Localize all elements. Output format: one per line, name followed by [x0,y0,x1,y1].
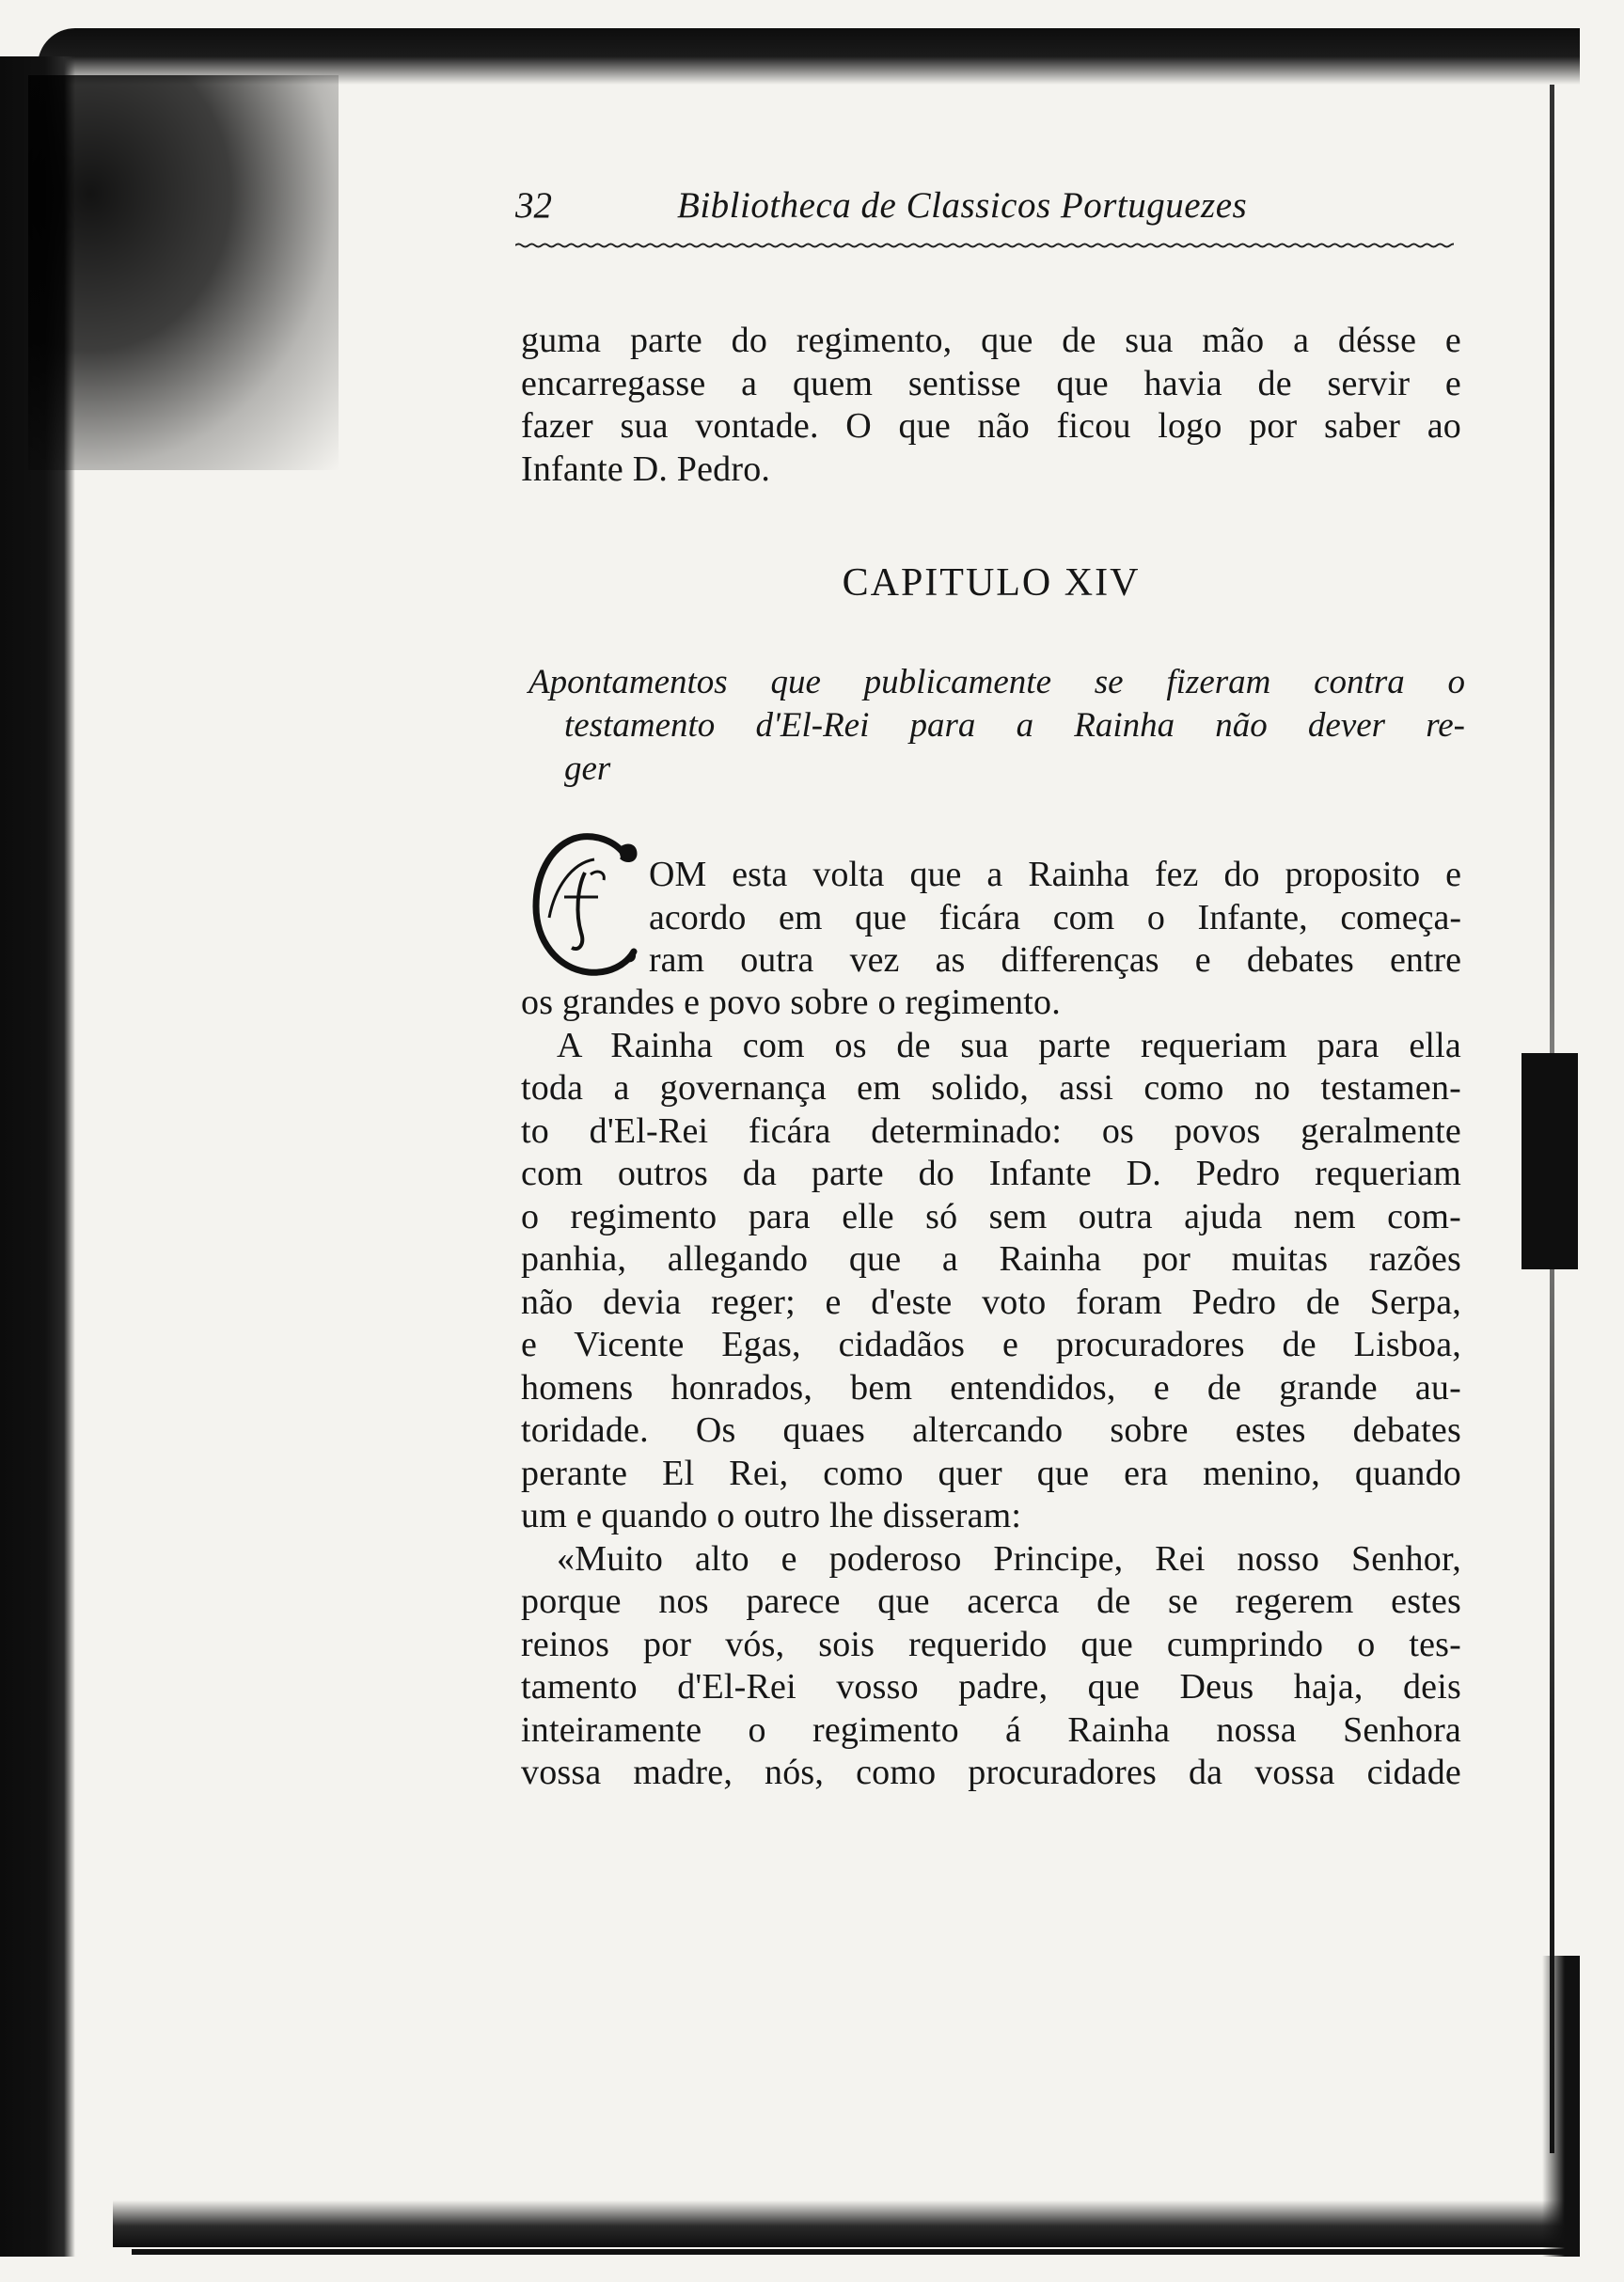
drop-cap-paragraph [649,854,1461,983]
subtitle-line: Apontamentos que publicamente se fizeram contra o [528,663,1465,701]
text-line: e Vicente Egas, cidadãos e procuradores de Lisboa, [521,1325,1461,1364]
drop-cap-initial [528,831,641,978]
wavy-rule-divider [515,239,1454,252]
scan-shadow-bottom [113,2200,1580,2247]
body-text [521,982,1461,1795]
text-line: inteiramente o regimento á Rainha nossa Senhora [521,1709,1461,1750]
running-title: Bibliotheca de Classicos Portuguezes [677,185,1248,226]
text-line: guma parte do regimento, que de sua mão a désse e [521,321,1461,360]
text-line: não devia reger; e d'este voto foram Pedro de Serpa, [521,1282,1461,1322]
chapter-subtitle [528,661,1465,791]
text-line: to d'El-Rei ficára determinado: os povos geralmente [521,1110,1461,1151]
page-number: 32 [515,185,552,226]
text-line: o regimento para elle só sem outra ajuda nem com- [521,1196,1461,1236]
text-line: acordo em que ficára com o Infante, começa- [649,897,1461,937]
text-line: fazer sua vontade. O que não ficou logo por saber ao [521,406,1461,446]
text-line: tamento d'El-Rei vosso padre, que Deus haja, deis [521,1667,1461,1707]
scan-shadow-right-block [1522,1053,1578,1269]
subtitle-line: ger [564,749,611,788]
text-line: um e quando o outro lhe disseram: [521,1496,1022,1535]
text-line: vossa madre, nós, como procuradores da vossa cidade [521,1753,1461,1792]
scan-shadow-left [28,75,339,470]
chapter-heading: CAPITULO XIV [842,561,1141,605]
text-line: encarregasse a quem sentisse que havia de servir e [521,363,1461,403]
text-line: perante El Rei, como quer que era menino, quando [521,1453,1461,1493]
text-line-content: esta volta que a Rainha fez do proposito e [732,855,1461,894]
text-line: reinos por vós, sois requerido que cumprindo o tes- [521,1624,1461,1664]
scan-shadow-right-bottom [1542,1956,1580,2257]
text-line: Infante D. Pedro. [521,449,771,489]
subtitle-line: testamento d'El-Rei para a Rainha não dever re- [564,706,1465,745]
text-line: «Muito alto e poderoso Principe, Rei nosso Senhor, [557,1538,1461,1579]
text-line: panhia, allegando que a Rainha por muitas razões [521,1239,1461,1279]
drop-cap-lead-in: OM [649,855,707,894]
text-line: homens honrados, bem entendidos, e de grande au- [521,1367,1461,1408]
text-line: toridade. Os quaes altercando sobre estes debates [521,1410,1461,1450]
text-line: A Rainha com os de sua parte requeriam para ella [557,1025,1461,1065]
running-head [515,184,1456,241]
text-line [649,854,1461,897]
opening-paragraph [521,320,1461,491]
text-line: toda a governança em solido, assi como no testamen- [521,1068,1461,1108]
text-line: porque nos parece que acerca de se regerem estes [521,1582,1461,1621]
text-line: com outros da parte do Infante D. Pedro requeriam [521,1154,1461,1193]
text-line: os grandes e povo sobre o regimento. [521,983,1061,1022]
scan-edge-bottom-line [132,2249,1580,2255]
text-line: ram outra vez as differenças e debates entre [649,940,1461,980]
